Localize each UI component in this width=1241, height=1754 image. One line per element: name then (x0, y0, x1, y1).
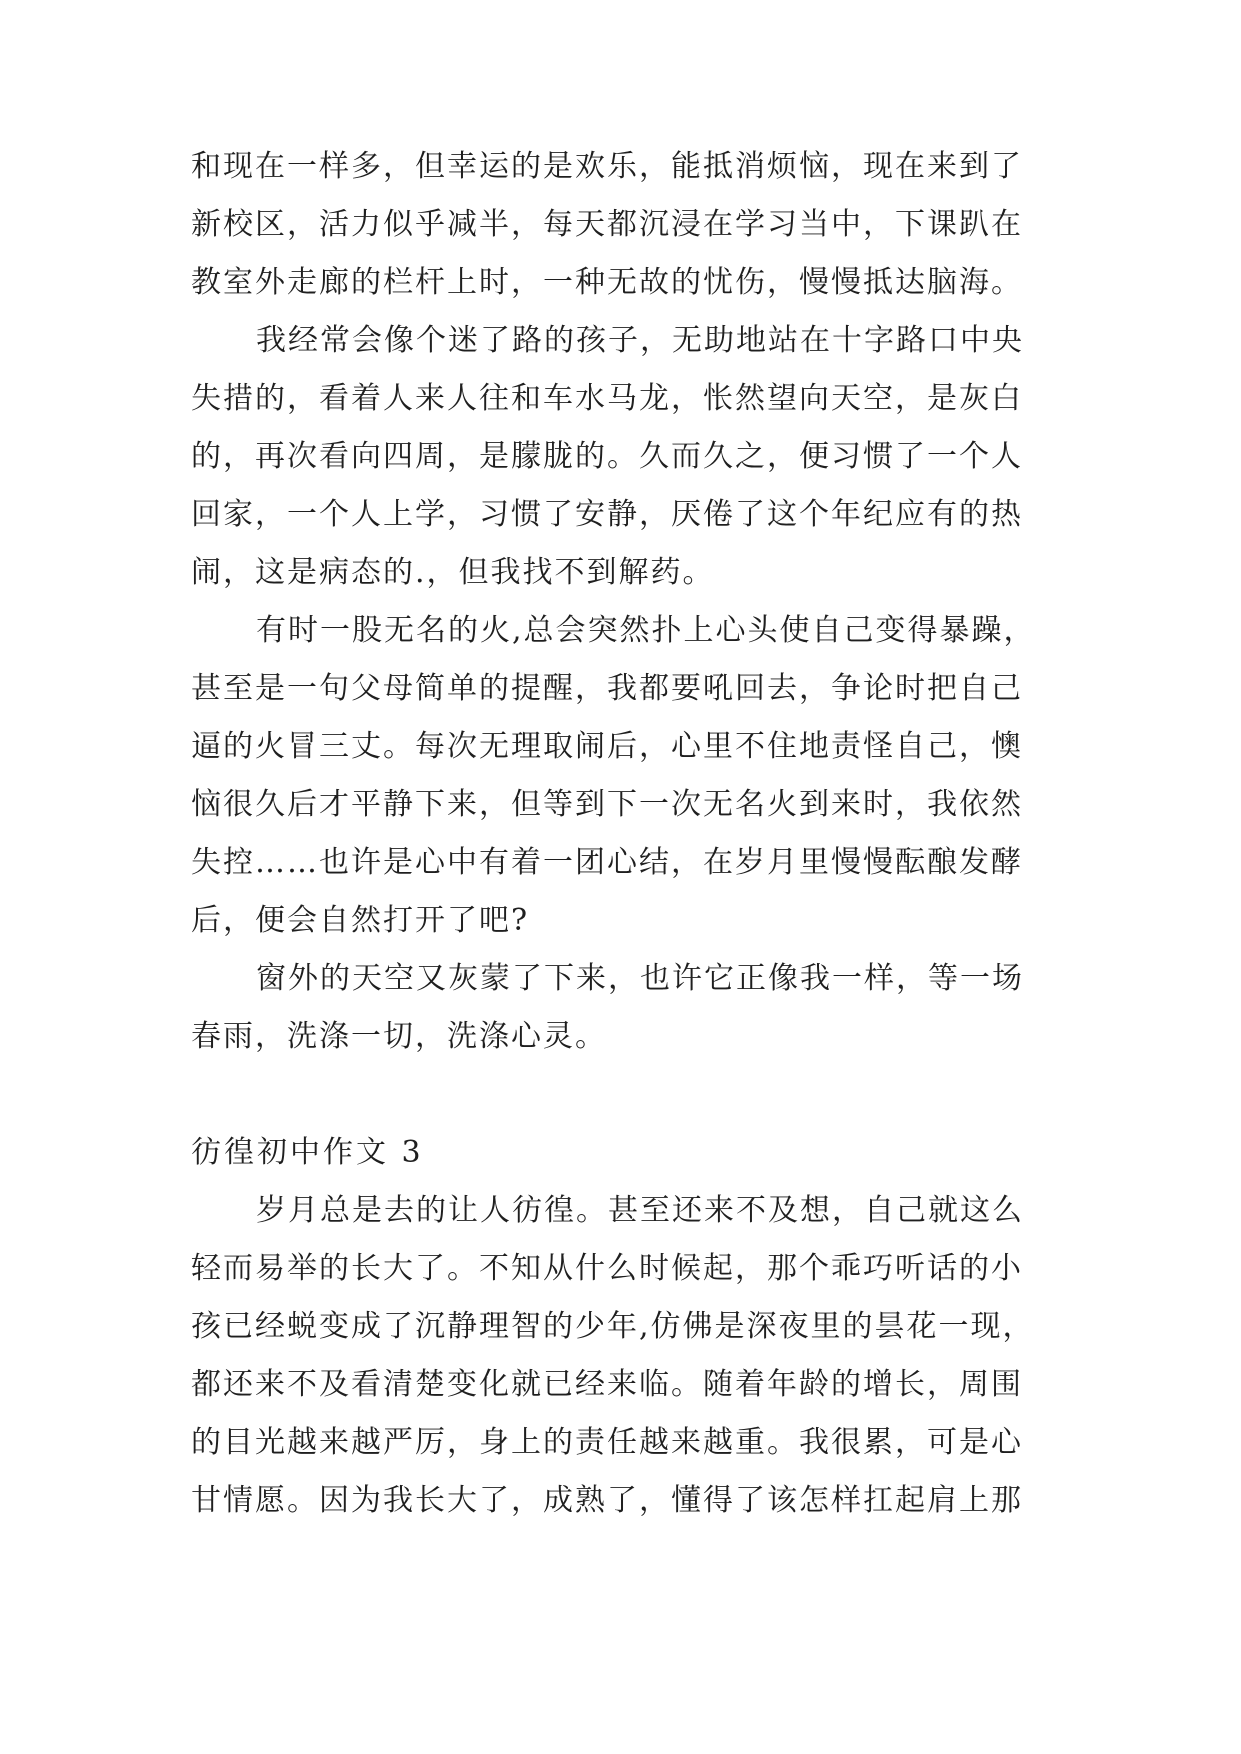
text-line: 失措的，看着人来人往和车水马龙，怅然望向天空，是灰白 (191, 381, 1023, 416)
text-line: 失控……也许是心中有着一团心结，在岁月里慢慢酝酿发酵 (191, 845, 1023, 880)
text-line: 恼很久后才平静下来，但等到下一次无名火到来时，我依然 (191, 787, 1023, 822)
text-line: 逼的火冒三丈。每次无理取闹后，心里不住地责怪自己，懊 (191, 729, 1023, 764)
text-line: 回家，一个人上学，习惯了安静，厌倦了这个年纪应有的热 (191, 497, 1023, 532)
text-line: 和现在一样多，但幸运的是欢乐，能抵消烦恼，现在来到了 (191, 149, 1023, 184)
text-line: 孩已经蜕变成了沉静理智的少年,仿佛是深夜里的昙花一现， (191, 1309, 1035, 1344)
text-line: 轻而易举的长大了。不知从什么时候起，那个乖巧听话的小 (191, 1251, 1023, 1286)
section-heading: 彷徨初中作文 3 (191, 1135, 424, 1170)
paragraph-start-line: 有时一股无名的火,总会突然扑上心头使自己变得暴躁， (256, 613, 1036, 648)
text-line: 甚至是一句父母简单的提醒，我都要吼回去，争论时把自己 (191, 671, 1023, 706)
text-line: 闹，这是病态的.，但我找不到解药。 (191, 555, 715, 590)
text-line: 春雨，洗涤一切，洗涤心灵。 (191, 1019, 607, 1054)
text-line: 教室外走廊的栏杆上时，一种无故的忧伤，慢慢抵达脑海。 (191, 265, 1023, 300)
text-line: 的目光越来越严厉，身上的责任越来越重。我很累，可是心 (191, 1425, 1023, 1460)
text-line: 新校区，活力似乎减半，每天都沉浸在学习当中，下课趴在 (191, 207, 1023, 242)
text-line: 甘情愿。因为我长大了，成熟了，懂得了该怎样扛起肩上那 (191, 1483, 1023, 1518)
text-line: 的，再次看向四周，是朦胧的。久而久之，便习惯了一个人 (191, 439, 1023, 474)
paragraph-start-line: 我经常会像个迷了路的孩子，无助地站在十字路口中央 (256, 323, 1024, 358)
paragraph-start-line: 窗外的天空又灰蒙了下来，也许它正像我一样，等一场 (256, 961, 1024, 996)
paragraph-start-line: 岁月总是去的让人彷徨。甚至还来不及想，自己就这么 (256, 1193, 1024, 1228)
text-line: 都还来不及看清楚变化就已经来临。随着年龄的增长，周围 (191, 1367, 1023, 1402)
text-line: 后，便会自然打开了吧? (191, 903, 530, 938)
